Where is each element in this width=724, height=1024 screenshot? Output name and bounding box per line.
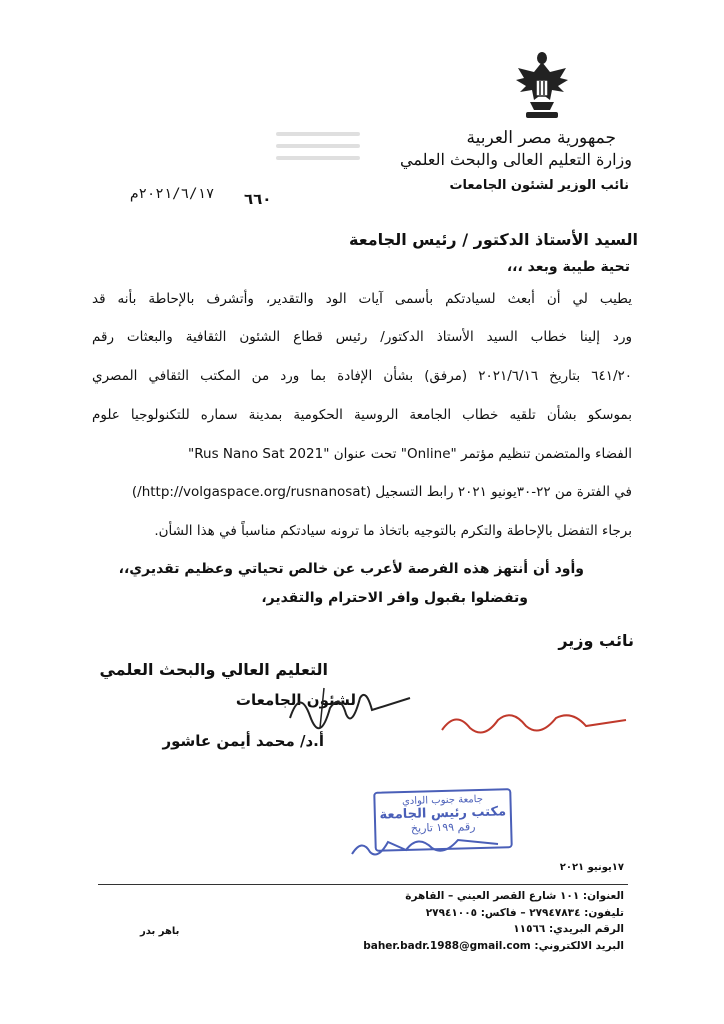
handwritten-date — [348, 820, 508, 864]
header-ministry: وزارة التعليم العالى والبحث العلمي — [400, 150, 632, 169]
body-line: برجاء التفضل بالإحاطة والتكرم بالتوجيه باتخاذ ما ترونه سيادتكم مناسباً في هذا الشأن. — [154, 523, 632, 539]
footer-date: ١٧يونيو ٢٠٢١ — [559, 862, 624, 873]
footer-address: العنوان: ١٠١ شارع القصر العيني – القاهرة — [405, 890, 624, 902]
header-country: جمهورية مصر العربية — [466, 128, 616, 148]
reference-date: ٢٠٢١/٦/١٧م — [130, 186, 215, 202]
reference-number: ٦٦٠ — [244, 190, 272, 208]
footer-postal: الرقم البريدي: ١١٥٦٦ — [513, 923, 624, 935]
closing-line: وتفضلوا بقبول وافر الاحترام والتقدير، — [261, 590, 528, 606]
footer-phone: تليفون: ٢٧٩٤٧٨٣٤ – فاكس: ٢٧٩٤١٠٠٥ — [425, 907, 624, 919]
signatory-title: نائب وزير — [558, 631, 634, 650]
signatory-title: التعليم العالي والبحث العلمي — [99, 660, 328, 679]
body-line: ورد إلينا خطاب السيد الأستاذ الدكتور/ رئيس قطاع الشئون الثقافية والبعثات رقم — [92, 329, 632, 345]
body-line: الفضاء والمتضمن تنظيم مؤتمر "Online" تحت عنوان "Rus Nano Sat 2021" — [188, 446, 632, 462]
body-line: ٦٤١/٢٠ بتاريخ ٢٠٢١/٦/١٦ (مرفق) بشأن الإفادة بما ورد من المكتب الثقافي المصري — [92, 368, 632, 384]
footer-email: البريد الالكتروني: baher.badr.1988@gmail.com — [363, 940, 624, 952]
addressee: السيد الأستاذ الدكتور / رئيس الجامعة — [349, 230, 638, 249]
body-line: بموسكو بشأن تلقيه خطاب الجامعة الروسية الحكومية بمدينة سماره للتكنولوجيا علوم — [92, 407, 632, 423]
body-line: في الفترة من ٢٢-٣٠يونيو ٢٠٢١ رابط التسجيل (http://volgaspace.org/rusnanosat/) — [131, 484, 632, 500]
footer-initials: باهر بدر — [140, 926, 180, 937]
body-line: يطيب لي أن أبعث لسيادتكم بأسمى آيات الود والتقدير، وأتشرف بالإحاطة بأنه قد — [92, 291, 632, 307]
eagle-emblem-icon — [514, 50, 570, 122]
handwritten-note — [436, 700, 636, 750]
handwritten-signature — [280, 668, 420, 748]
faint-stamp — [272, 124, 364, 176]
signatory-name: أ.د/ محمد أيمن عاشور — [162, 732, 324, 750]
stamp-university: جامعة جنوب الوادي — [401, 793, 484, 808]
closing-line: وأود أن أنتهز هذه الفرصة لأعرب عن خالص تحياتي وعظيم تقديري،، — [118, 561, 584, 577]
greeting: تحية طيبة وبعد ،،، — [506, 259, 630, 275]
header-office: نائب الوزير لشئون الجامعات — [449, 178, 629, 193]
stamp-number: رقم ١٩٩ تاريخ — [410, 820, 476, 835]
footer-divider — [98, 884, 628, 885]
stamp-office: مكتب رئيس الجامعة — [379, 804, 507, 823]
signatory-title: لشئون الجامعات — [235, 691, 356, 709]
